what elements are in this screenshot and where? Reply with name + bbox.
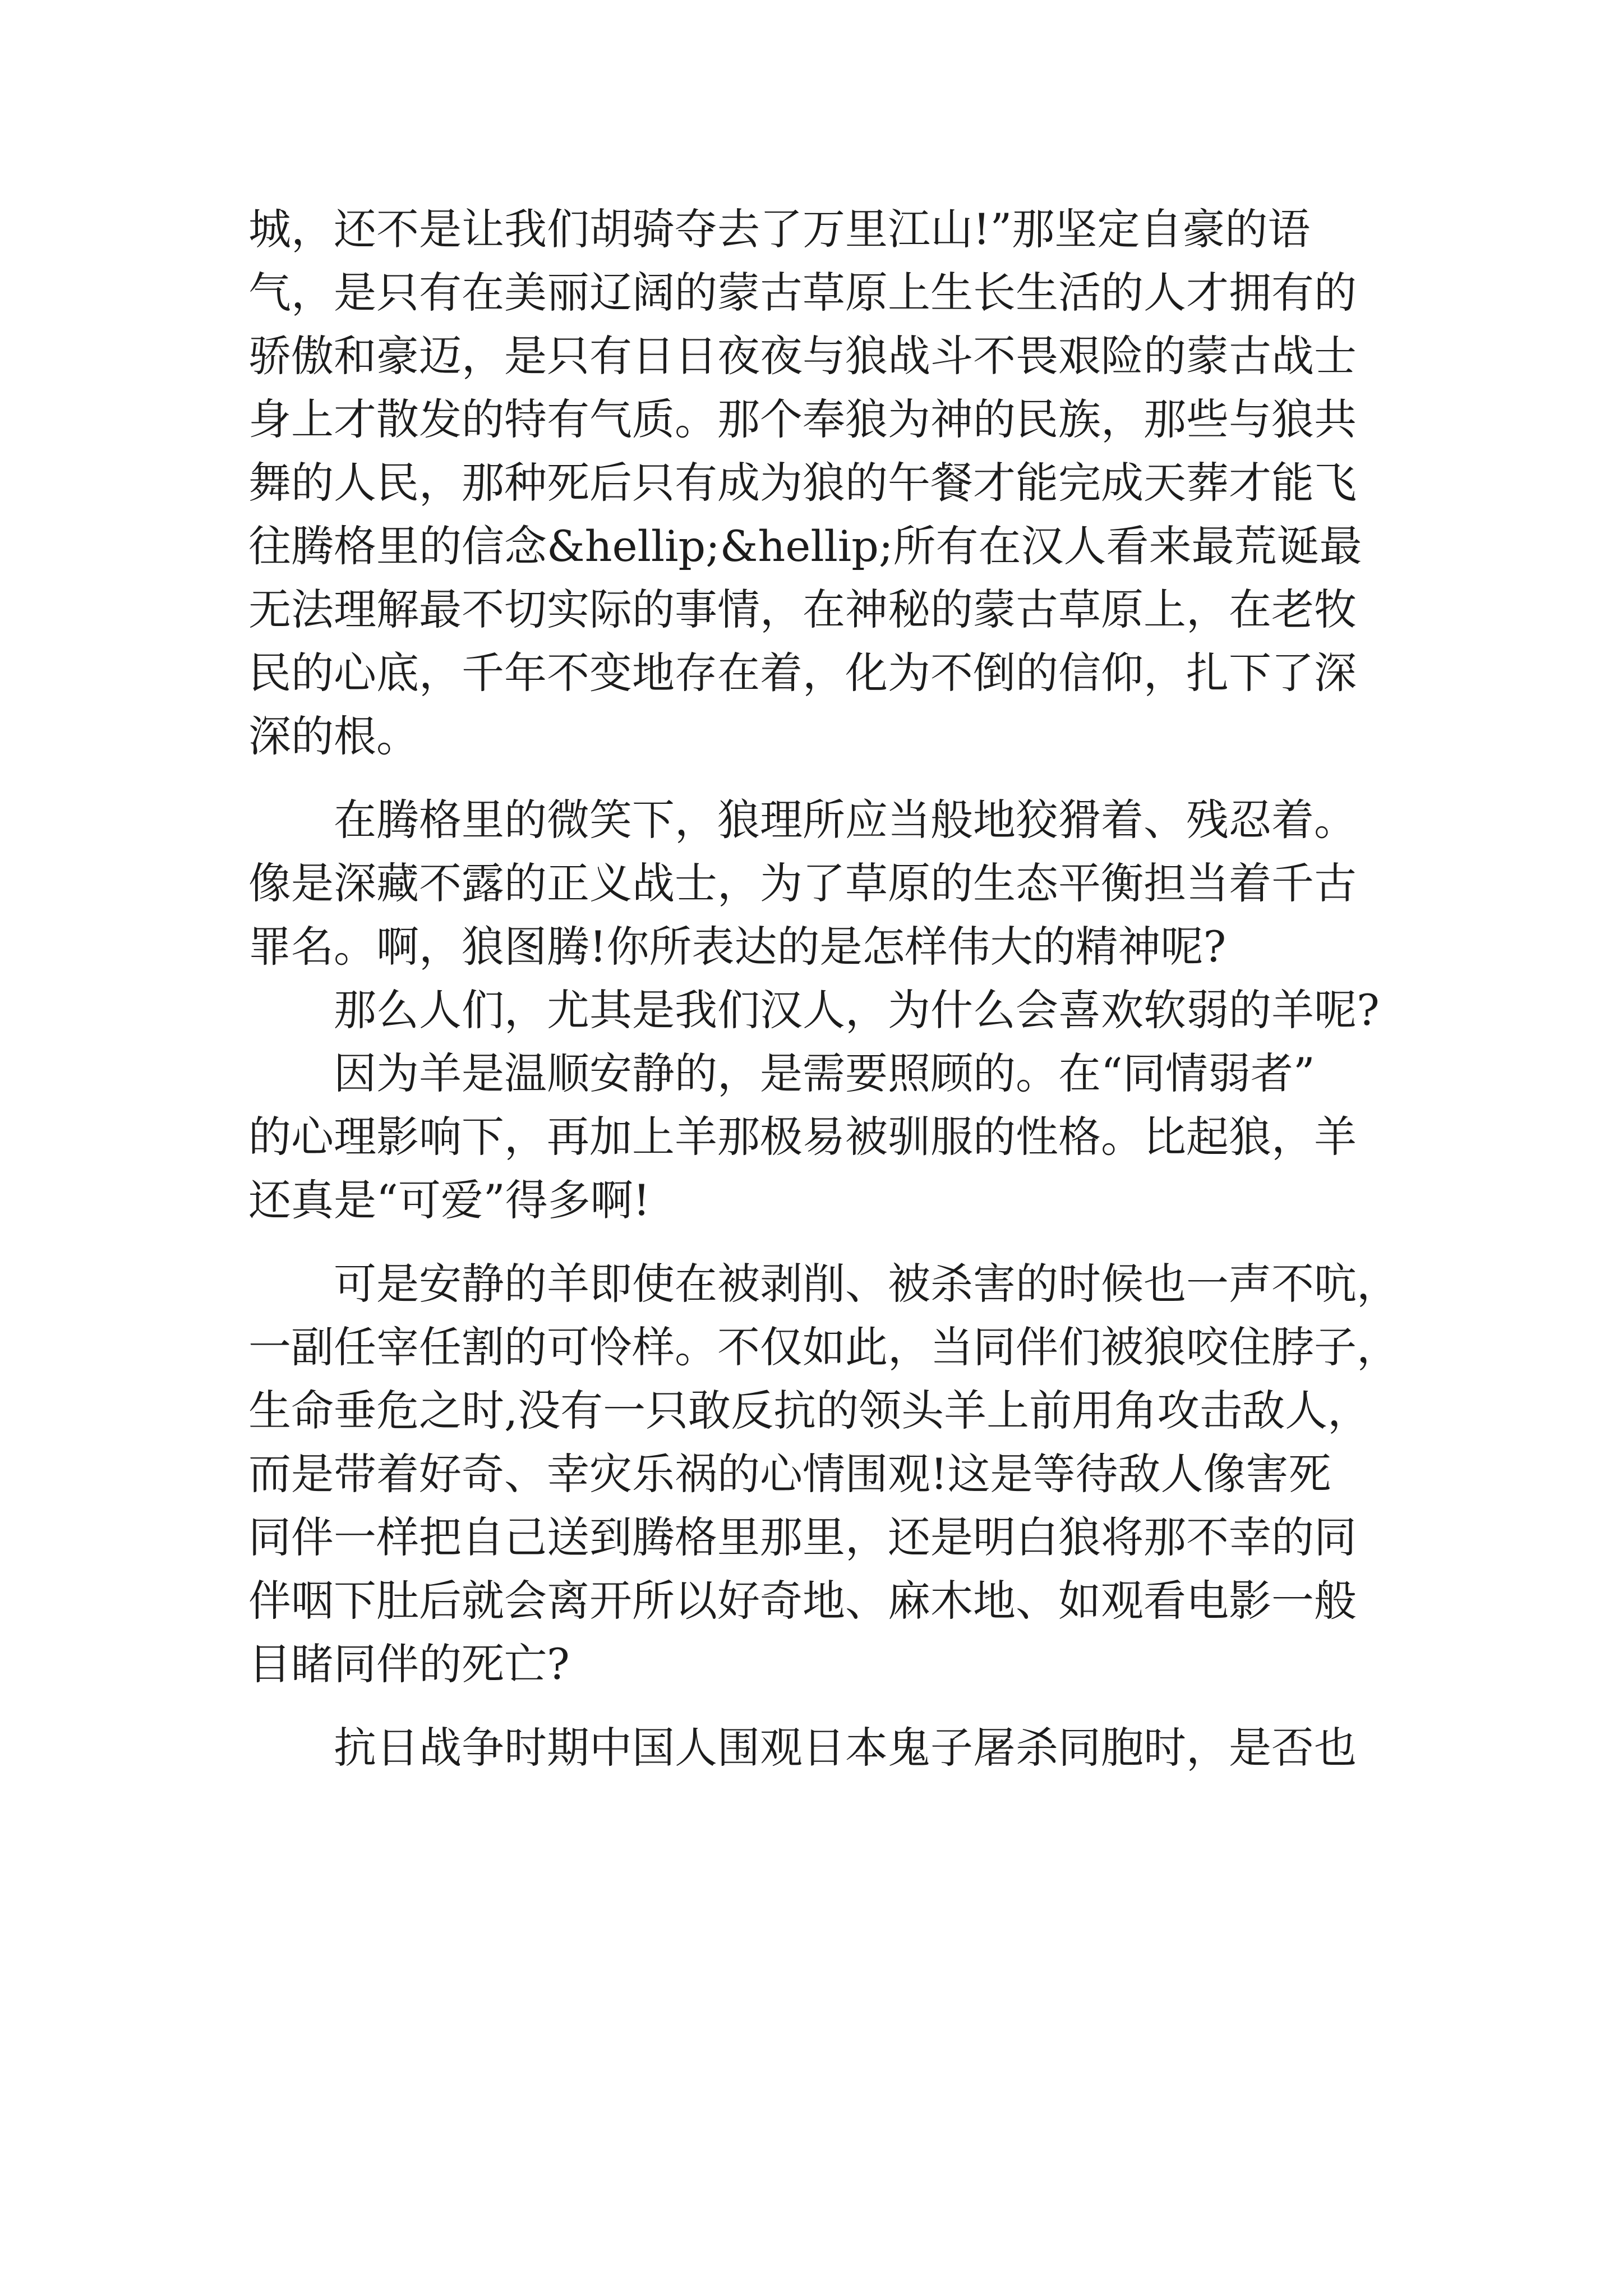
text-line: 身上才散发的特有气质。那个奉狼为神的民族，那些与狼共 [248,394,1357,444]
text-line: 因为羊是温顺安静的，是需要照顾的。在“同情弱者” [248,1048,1315,1098]
text-line: 的心理影响下，再加上羊那极易被驯服的性格。比起狼，羊 [248,1112,1357,1162]
body-text [248,197,1399,1779]
text-line: 往腾格里的信念&hellip;&hellip;所有在汉人看来最荒诞最 [248,521,1362,571]
text-line: 一副任宰任割的可怜样。不仅如此，当同伴们被狼咬住脖子， [248,1322,1399,1372]
text-line: 可是安静的羊即使在被剥削、被杀害的时候也一声不吭， [248,1259,1399,1309]
text-line: 深的根。 [248,711,419,761]
text-line: 舞的人民，那种死后只有成为狼的午餐才能完成天葬才能飞 [248,458,1357,508]
text-line: 气，是只有在美丽辽阔的蒙古草原上生长生活的人才拥有的 [248,268,1357,318]
text-line: 在腾格里的微笑下，狼理所应当般地狡猾着、残忍着。 [248,795,1357,845]
text-line: 无法理解最不切实际的事情，在神秘的蒙古草原上，在老牧 [248,585,1357,634]
text-line: 民的心底，千年不变地存在着，化为不倒的信仰，扎下了深 [248,648,1357,698]
text-line: 抗日战争时期中国人围观日本鬼子屠杀同胞时，是否也 [248,1723,1357,1773]
text-line: 伴咽下肚后就会离开所以好奇地、麻木地、如观看电影一般 [248,1576,1357,1626]
text-line: 还真是“可爱”得多啊! [248,1175,651,1225]
text-line: 罪名。啊，狼图腾!你所表达的是怎样伟大的精神呢? [248,922,1227,972]
text-line: 目睹同伴的死亡? [248,1639,570,1689]
text-line: 生命垂危之时,没有一只敢反抗的领头羊上前用角攻击敌人， [248,1386,1371,1435]
text-line: 城，还不是让我们胡骑夺去了万里江山!”那坚定自豪的语 [248,204,1311,254]
text-line: 像是深藏不露的正义战士，为了草原的生态平衡担当着千古 [248,858,1357,908]
text-line: 而是带着好奇、幸灾乐祸的心情围观!这是等待敌人像害死 [248,1449,1331,1499]
text-line: 那么人们，尤其是我们汉人，为什么会喜欢软弱的羊呢? [248,985,1380,1035]
text-line: 同伴一样把自己送到腾格里那里，还是明白狼将那不幸的同 [248,1512,1357,1562]
text-line: 骄傲和豪迈，是只有日日夜夜与狼战斗不畏艰险的蒙古战士 [248,331,1357,381]
